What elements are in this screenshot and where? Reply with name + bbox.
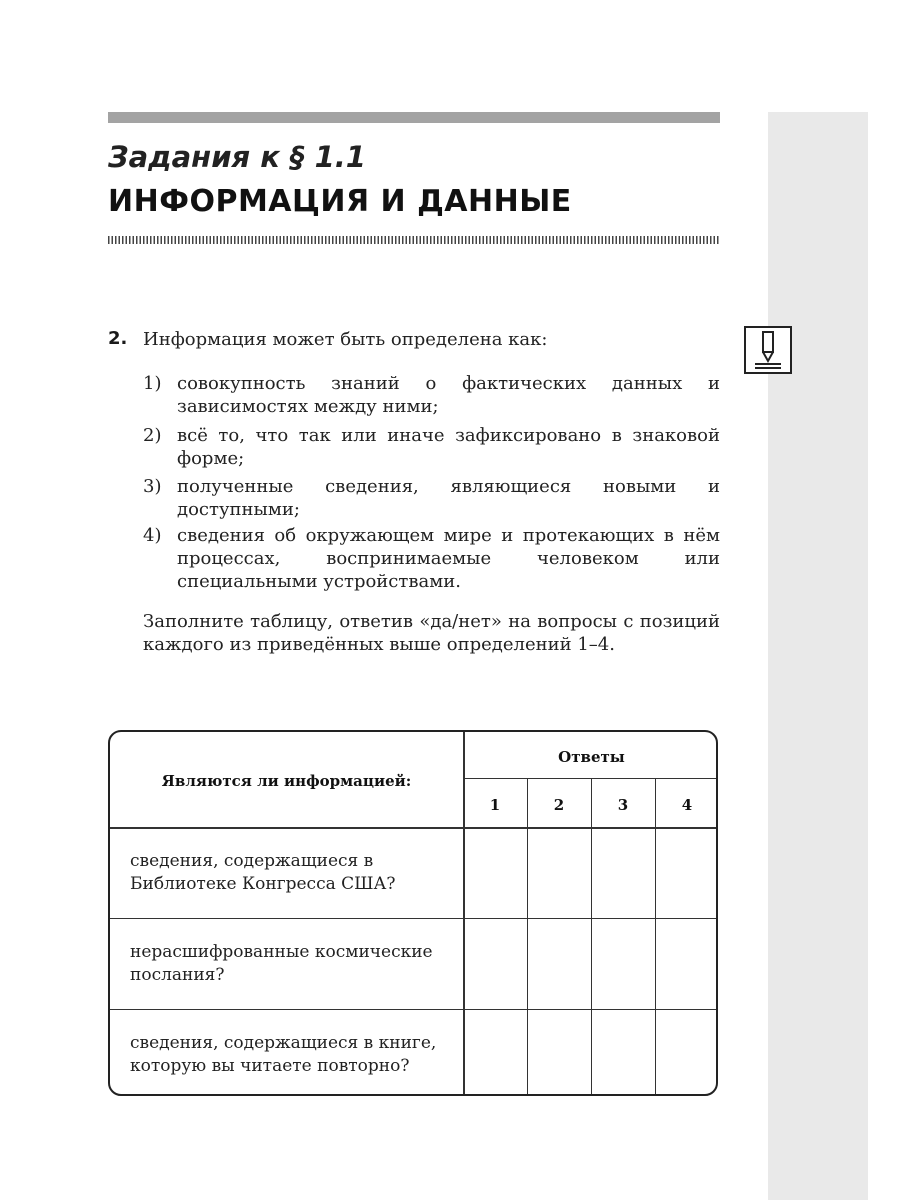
- option-number: 2): [143, 425, 162, 446]
- table-divider: [110, 1009, 718, 1010]
- option-number: 1): [143, 373, 162, 394]
- header-bar: [108, 112, 720, 123]
- option-2: [143, 424, 720, 470]
- table-row-question: нерасшифрованные космические послания?: [130, 942, 433, 985]
- option-text: полученные сведения, являющиеся новыми и доступными;: [177, 476, 720, 520]
- table-divider: [655, 778, 656, 1096]
- option-3: [143, 475, 720, 521]
- question-column-header: Являются ли информацией:: [161, 772, 412, 790]
- option-4: [143, 524, 720, 593]
- table-divider: [527, 778, 528, 1096]
- option-text: сведения об окружающем мире и протекающих в нём процессах, воспринимаемые человеком или специальными устройствами.: [177, 525, 720, 592]
- answer-column-3: 3: [617, 796, 629, 814]
- answer-table: [108, 730, 718, 1096]
- table-divider: [591, 778, 592, 1096]
- pen-writing-icon: [744, 326, 792, 374]
- answer-column-4: 4: [681, 796, 693, 814]
- option-1: [143, 372, 720, 418]
- table-divider: [463, 778, 718, 779]
- page-title: ИНФОРМАЦИЯ И ДАННЫЕ: [108, 184, 572, 219]
- option-number: 3): [143, 476, 162, 497]
- table-divider: [463, 732, 465, 1096]
- task-number: 2.: [108, 328, 128, 349]
- hatched-divider: [108, 236, 720, 244]
- section-subtitle: Задания к § 1.1: [108, 140, 366, 174]
- table-divider: [110, 827, 718, 829]
- instruction-text: Заполните таблицу, ответив «да/нет» на вопросы с позиций каждого из приведённых выше определений 1–4.: [143, 611, 720, 655]
- table-divider: [110, 918, 718, 919]
- answers-header: Ответы: [558, 748, 625, 766]
- option-text: всё то, что так или иначе зафиксировано в знаковой форме;: [177, 425, 720, 469]
- side-margin-strip: [768, 112, 868, 1200]
- answer-column-2: 2: [553, 796, 565, 814]
- table-row-question: сведения, содержащиеся в книге, которую вы читаете повторно?: [130, 1033, 437, 1076]
- answer-column-1: 1: [489, 796, 501, 814]
- option-number: 4): [143, 525, 162, 546]
- task-text: Информация может быть определена как:: [143, 329, 548, 350]
- option-text: совокупность знаний о фактических данных и зависимостях между ними;: [177, 373, 720, 417]
- table-row-question: сведения, содержащиеся в Библиотеке Конгресса США?: [130, 851, 396, 894]
